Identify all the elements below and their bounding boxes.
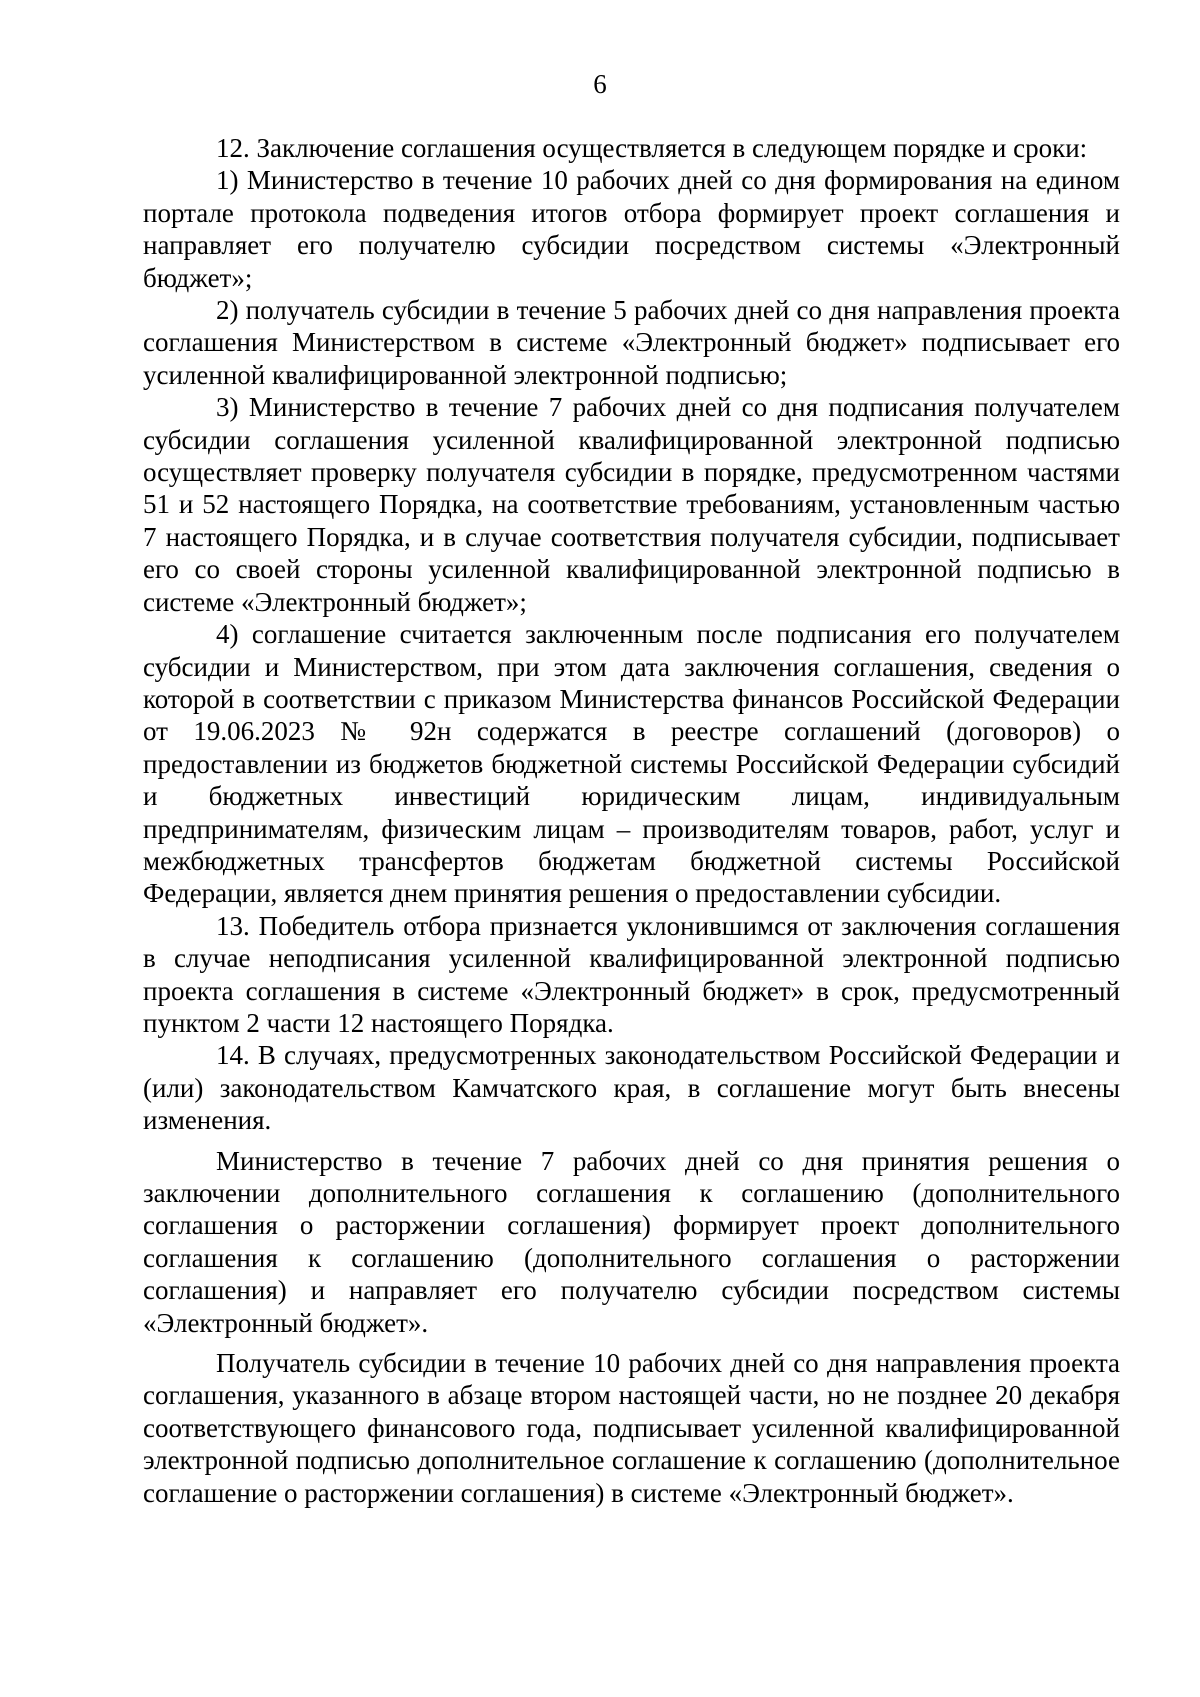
paragraph-12-item-3: 3) Министерство в течение 7 рабочих дней со дня подписания получателем субсидии соглашения усиленной квалифицированной электронной подписью осуществляет проверку получателя субсидии в порядке, предусмотренном частями 51 и 52 настоящего Порядка, на соответствие требованиям, установленным частью 7 настоящего Порядка, и в случае соответствия получателя субсидии, подписывает его со своей стороны усиленной квалифицированной электронной подписью в системе «Электронный бюджет»; — [143, 392, 1120, 617]
paragraph-12-item-4: 4) соглашение считается заключенным после подписания его получателем субсидии и Министерством, при этом дата заключения соглашения, сведения о которой в соответствии с приказом Министерства финансов Российской Федерации от 19.06.2023 № 92н содержатся в реестре соглашений (договоров) о предоставлении из бюджетов бюджетной системы Российской Федерации субсидий и бюджетных инвестиций юридическим лицам, индивидуальным предпринимателям, физическим лицам – производителям товаров, работ, услуг и межбюджетных трансфертов бюджетам бюджетной системы Российской Федерации, является днем принятия решения о предоставлении субсидии. — [143, 619, 1120, 909]
paragraph-12-item-2: 2) получатель субсидии в течение 5 рабочих дней со дня направления проекта соглашения Министерством в системе «Электронный бюджет» подписывает его усиленной квалифицированной электронной подписью; — [143, 295, 1120, 390]
paragraph-12-item-1: 1) Министерство в течение 10 рабочих дней со дня формирования на едином портале протокола подведения итогов отбора формирует проект соглашения и направляет его получателю субсидии посредством системы «Электронный бюджет»; — [143, 165, 1120, 293]
paragraph-14: 14. В случаях, предусмотренных законодательством Российской Федерации и (или) законодательством Камчатского края, в соглашение могут быть внесены изменения. — [143, 1040, 1120, 1136]
document-body — [143, 132, 1120, 1509]
paragraph-12: 12. Заключение соглашения осуществляется в следующем порядке и сроки: — [216, 133, 1088, 163]
paragraph-13: 13. Победитель отбора признается уклонившимся от заключения соглашения в случае неподписания усиленной квалифицированной электронной подписью проекта соглашения в системе «Электронный бюджет» в срок, предусмотренный пунктом 2 части 12 настоящего Порядка. — [143, 910, 1120, 1038]
page-number: 6 — [593, 69, 607, 99]
paragraph-14-part-2: Министерство в течение 7 рабочих дней со дня принятия решения о заключении дополнительного соглашения к соглашению (дополнительного соглашения о расторжении соглашения) формирует проект дополнительного соглашения к соглашению (дополнительного соглашения о расторжении соглашения) и направляет его получателю субсидии посредством системы «Электронный бюджет». — [143, 1145, 1120, 1338]
paragraph-14-part-3: Получатель субсидии в течение 10 рабочих дней со дня направления проекта соглашения, указанного в абзаце втором настоящей части, но не позднее 20 декабря соответствующего финансового года, подписывает усиленной квалифицированной электронной подписью дополнительное соглашение к соглашению (дополнительное соглашение о расторжении соглашения) в системе «Электронный бюджет». — [143, 1348, 1120, 1508]
